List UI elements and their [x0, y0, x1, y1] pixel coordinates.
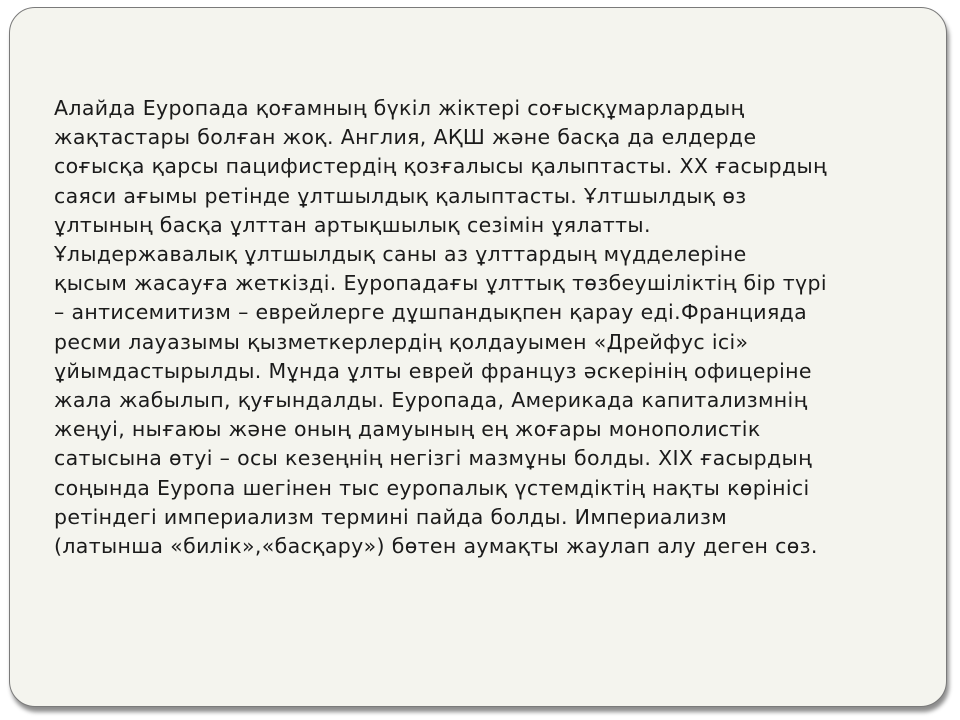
slide-body-text: Алайда Еуропада қоғамның бүкіл жіктері соғысқұмарлардың жақтастары болған жоқ. Англия, АҚШ және басқа да елдерде соғысқа қарсы пацифистердің қозғалысы қалыптасты. ХХ ғасырдың саяси ағымы ретінде ұлтшылдық қалыптасты. Ұлтшылдық өз ұлтының басқа ұлттан артықшылық сезімін ұялатты. Ұлыдержавалық ұлтшылдық саны аз ұлттардың мүдделеріне қысым жасауға жеткізді. Еуропадағы ұлттық төзбеушіліктің бір түрі – антисемитизм – еврейлерге дұшпандықпен қарау еді.Францияда ресми лауазымы қызметкерлердің қолдауымен «Дрейфус ісі» ұйымдастырылды. Мұнда ұлты еврей француз әскерінің офицеріне жала жабылып, қуғындалды. Еуропада, Америкада капитализмнің жеңуі, нығаюы және оның дамуының ең жоғары монополистік сатысына өтуі – осы кезеңнің негізгі мазмұны болды. ХIХ ғасырдың соңында Еуропа шегінен тыс еуропалық үстемдіктің нақты көрінісі ретіндегі империализм термині пайда болды. Империализм (латынша «билік»,«басқару») бөтен аумақты жаулап алу деген сөз.: [54, 96, 827, 559]
slide-frame: [9, 7, 947, 707]
